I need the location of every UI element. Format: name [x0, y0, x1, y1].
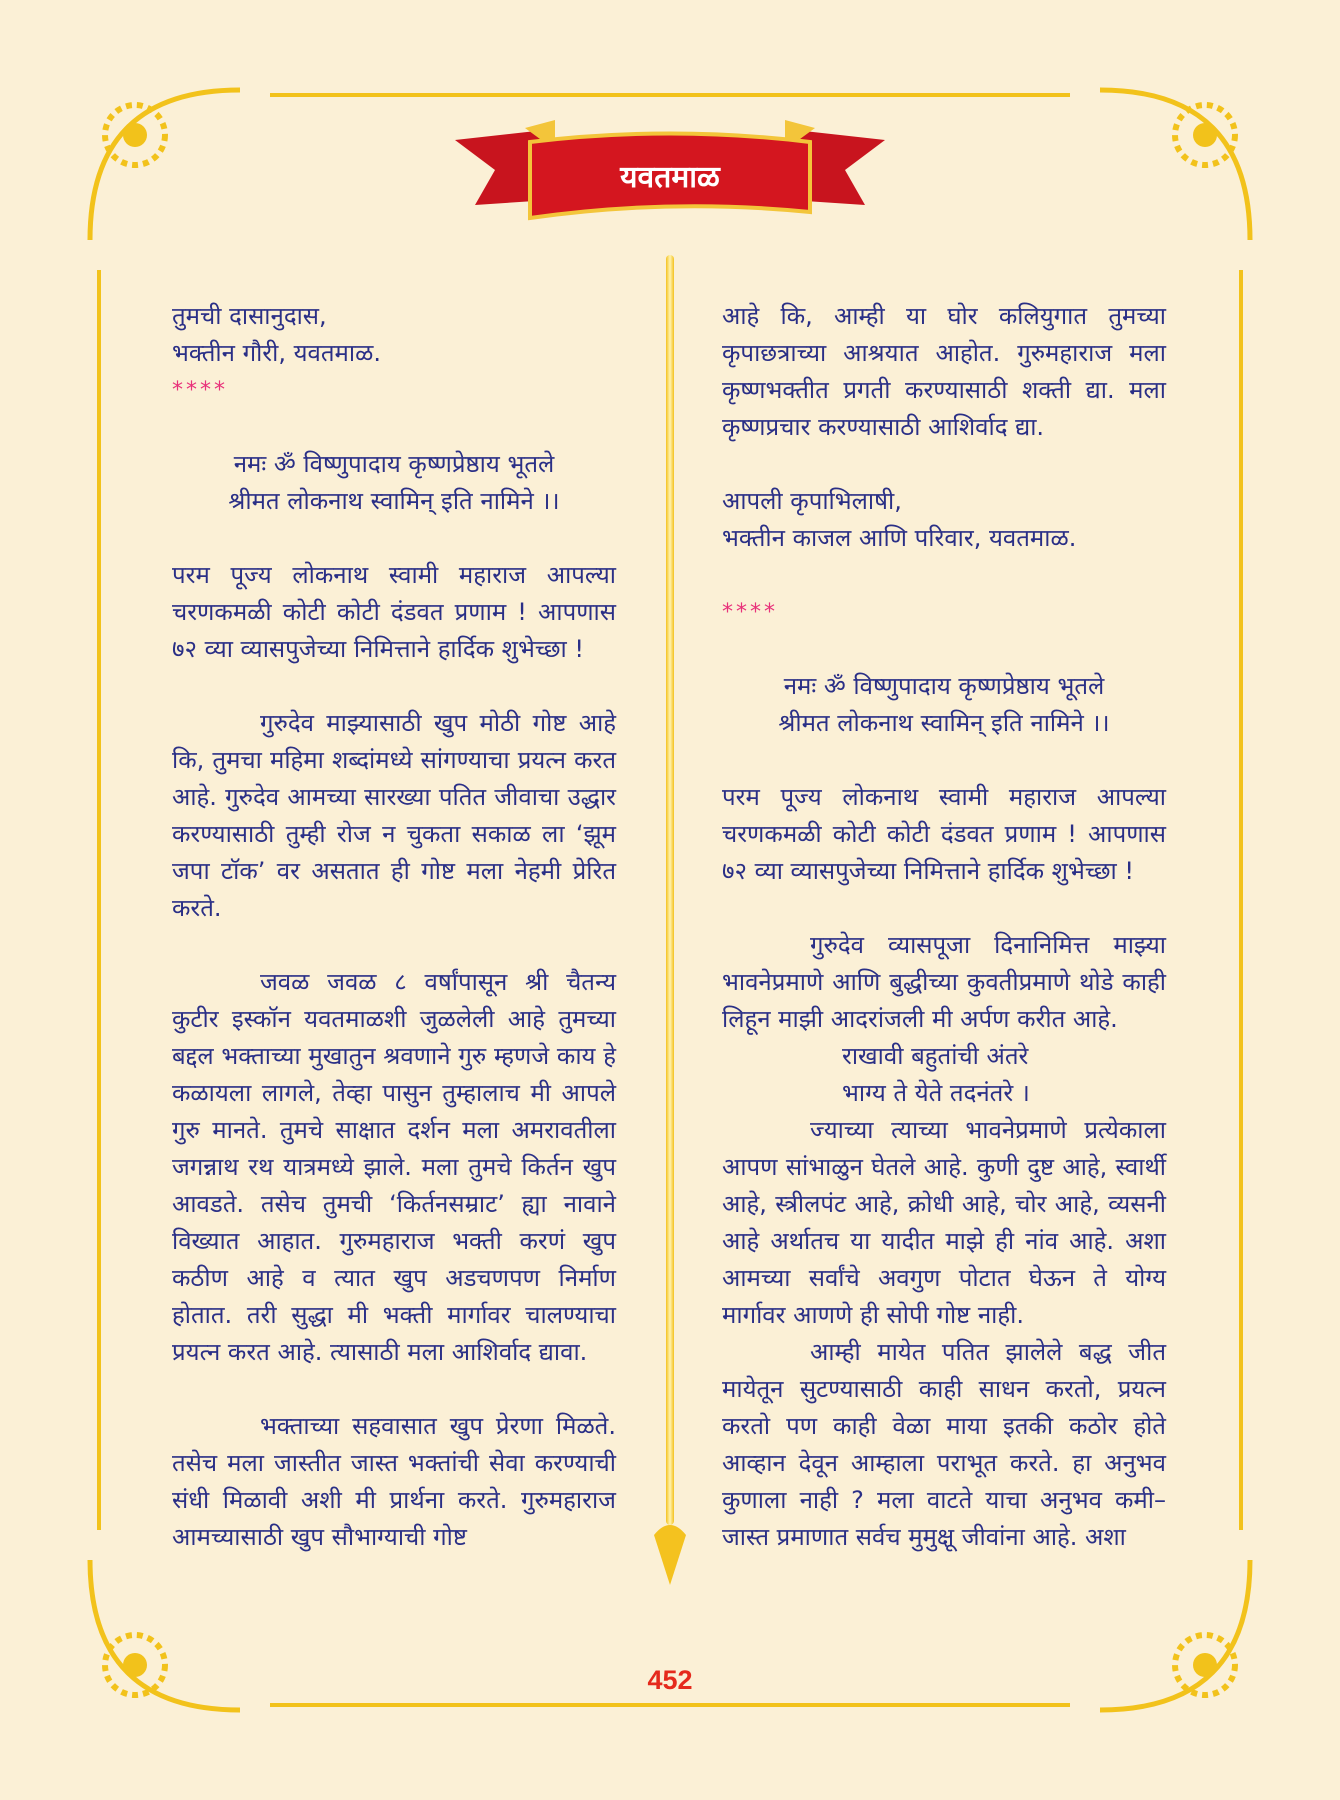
- verse-line: नमः ॐ विष्णुपादाय कृष्णप्रेष्ठाय भूतले: [233, 450, 555, 478]
- column-divider: [666, 255, 674, 1525]
- paragraph: आम्ही मायेत पतित झालेले बद्ध जीत मायेतून सुटण्यासाठी काही साधन करतो, प्रयत्न करतो पण काही वेळा माया इतकी कठोर होते आव्हान देवून आम्हाला पराभूत करते. हा अनुभव कुणाला नाही ? मला वाटते याचा अनुभव कमी– जास्त प्रमाणात सर्वच मुमुक्षू जीवांना आहे. अशा: [722, 1338, 1166, 1551]
- verse-line: नमः ॐ विष्णुपादाय कृष्णप्रेष्ठाय भूतले: [783, 672, 1105, 700]
- border-right: [1239, 270, 1243, 1530]
- page-title: यवतमाळ: [620, 160, 720, 195]
- quote-line: राखावी बहुतांची अंतरे: [842, 1042, 1029, 1070]
- right-column: [722, 298, 1166, 1556]
- corner-ornament-top-left: [80, 80, 250, 250]
- paragraph: ज्याच्या त्याच्या भावनेप्रमाणे प्रत्येकाला आपण सांभाळुन घेतले आहे. कुणी दुष्ट आहे, स्वार्थी आहे, स्त्रीलपंट आहे, क्रोधी आहे, चोर आहे, व्यसनी आहे अर्थातच या यादीत माझे ही नांव आहे. अशा आमच्या सर्वांचे अवगुण पोटात घेऊन ते योग्य मार्गावर आणणे ही सोपी गोष्ट नाही.: [722, 1116, 1166, 1329]
- divider-drop-ornament: [652, 1515, 688, 1585]
- border-left: [97, 270, 101, 1530]
- page-number: 452: [647, 1665, 693, 1695]
- quote-line: भाग्य ते येते तदनंतरे ।: [842, 1079, 1030, 1107]
- paragraph: भक्ताच्या सहवासात खुप प्रेरणा मिळते. तसेच मला जास्तीत जास्त भक्तांची सेवा करण्याची संधी मिळावी अशी मी प्रार्थना करते. गुरुमहाराज आमच्यासाठी खुप सौभाग्याची गोष्ट: [172, 1412, 616, 1551]
- signoff-line: तुमची दासानुदास,: [172, 302, 327, 330]
- paragraph: गुरुदेव व्यासपूजा दिनानिमित्त माझ्या भावनेप्रमाणे आणि बुद्धीच्या कुवतीप्रमाणे थोडे काही लिहून माझी आदरांजली मी अर्पण करीत आहे.: [722, 931, 1166, 1033]
- left-column: [172, 298, 616, 1556]
- paragraph: गुरुदेव माझ्यासाठी खुप मोठी गोष्ट आहे कि, तुमचा महिमा शब्दांमध्ये सांगण्याचा प्रयत्न करत आहे. गुरुदेव आमच्या सारख्या पतित जीवाचा उद्धार करण्यासाठी तुम्ही रोज न चुकता सकाळ ला ‘झूम जपा टॉक’ वर असतात ही गोष्ट मला नेहमी प्रेरित करते.: [172, 709, 616, 922]
- verse-line: श्रीमत लोकनाथ स्वामिन् इति नामिने ।।: [778, 709, 1110, 737]
- paragraph: परम पूज्य लोकनाथ स्वामी महाराज आपल्या चरणकमळी कोटी कोटी दंडवत प्रणाम ! आपणास ७२ व्या व्यासपुजेच्या निमित्ताने हार्दिक शुभेच्छा !: [172, 561, 616, 663]
- corner-ornament-bottom-right: [1090, 1550, 1260, 1720]
- verse-line: श्रीमत लोकनाथ स्वामिन् इति नामिने ।।: [228, 487, 560, 515]
- signoff-line: आपली कृपाभिलाषी,: [722, 487, 902, 515]
- corner-ornament-bottom-left: [80, 1550, 250, 1720]
- separator-stars: ****: [172, 378, 228, 403]
- paragraph: आहे कि, आम्ही या घोर कलियुगात तुमच्या कृपाछत्राच्या आश्रयात आहोत. गुरुमहाराज मला कृष्णभक्तीत प्रगती करण्यासाठी शक्ती द्या. मला कृष्णप्रचार करण्यासाठी आशिर्वाद द्या.: [722, 302, 1166, 441]
- paragraph: जवळ जवळ ८ वर्षांपासून श्री चैतन्य कुटीर इस्कॉन यवतमाळशी जुळलेली आहे तुमच्या बद्दल भक्ताच्या मुखातुन श्रवणाने गुरु म्हणजे काय हे कळायला लागले, तेव्हा पासुन तुम्हालाच मी आपले गुरु मानते. तुमचे साक्षात दर्शन मला अमरावतीला जगन्नाथ रथ यात्रमध्ये झाले. मला तुमचे किर्तन खुप आवडते. तसेच तुमची ‘किर्तनसम्राट’ ह्या नावाने विख्यात आहात. गुरुमहाराज भक्ती करणं खुप कठीण आहे व त्यात खुप अडचणपण निर्माण होतात. तरी सुद्धा मी भक्ती मार्गावर चालण्याचा प्रयत्न करत आहे. त्यासाठी मला आशिर्वाद द्यावा.: [172, 968, 616, 1366]
- corner-ornament-top-right: [1090, 80, 1260, 250]
- signoff-name: भक्तीन काजल आणि परिवार, यवतमाळ.: [722, 524, 1077, 552]
- border-top: [270, 93, 1070, 97]
- signoff-name: भक्तीन गौरी, यवतमाळ.: [172, 339, 381, 367]
- paragraph: परम पूज्य लोकनाथ स्वामी महाराज आपल्या चरणकमळी कोटी कोटी दंडवत प्रणाम ! आपणास ७२ व्या व्यासपुजेच्या निमित्ताने हार्दिक शुभेच्छा !: [722, 783, 1166, 885]
- separator-stars: ****: [722, 600, 778, 625]
- border-bottom: [270, 1703, 1070, 1707]
